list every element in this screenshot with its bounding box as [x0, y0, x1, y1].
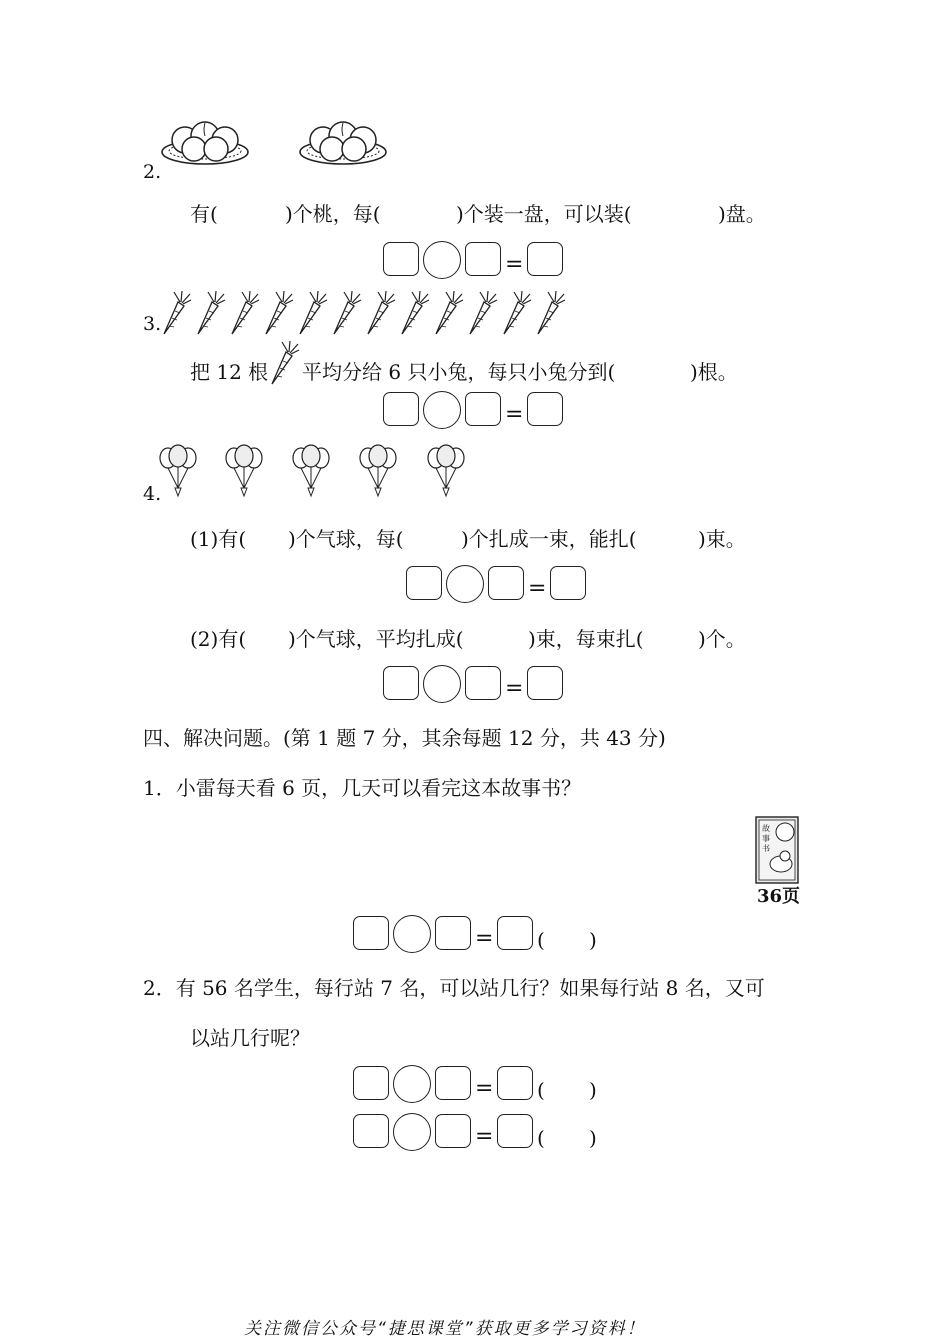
carrot-icon [268, 340, 302, 386]
question-number: 3. [143, 313, 162, 335]
division-equation-blank[interactable]: = [406, 564, 596, 604]
question-number: 2. [143, 161, 162, 183]
problem-1-text: 1．小雷每天看 6 页，几天可以看完这本故事书？ [143, 776, 582, 800]
peach-plate-icon [298, 118, 388, 166]
division-equation-blank[interactable]: = [383, 664, 573, 704]
division-equation-blank[interactable]: = ( ) [353, 1064, 613, 1104]
book-title-char: 事 [762, 834, 770, 843]
peach-plate-icon [160, 118, 250, 166]
q3-text-1: 把 12 根 [190, 360, 269, 384]
unit-paren-close: ) [589, 1126, 597, 1150]
unit-paren-close: ) [589, 1078, 597, 1102]
section-title: 四、解决问题。(第 1 题 7 分，其余每题 12 分，共 43 分) [143, 726, 666, 750]
problem-2-text-cont: 以站几行呢？ [190, 1026, 310, 1050]
q4-sub2-text-3: )束，每束扎( [528, 627, 644, 651]
unit-paren-open: ( [537, 1078, 545, 1102]
q4-sub1-text-3: )个扎成一束，能扎( [461, 527, 637, 551]
q4-sub1-text-4: )束。 [698, 527, 746, 551]
division-equation-blank[interactable]: = ( ) [353, 914, 613, 954]
division-equation-blank[interactable]: = [383, 390, 573, 430]
storybook-icon [755, 816, 799, 884]
q2-text-4: )盘。 [718, 202, 766, 226]
q2-text-3: )个装一盘，可以装( [456, 202, 632, 226]
footer-note: 关注微信公众号“捷思课堂”获取更多学习资料！ [244, 1319, 646, 1339]
q3-text-2: 平均分给 6 只小兔，每只小兔分到( [302, 360, 616, 384]
division-equation-blank[interactable]: = ( ) [353, 1112, 613, 1152]
q4-sub2-text-4: )个。 [698, 627, 746, 651]
balloons-icon [158, 444, 478, 500]
q4-sub1-text-2: )个气球，每( [288, 527, 404, 551]
q4-sub1-text-1: (1)有( [190, 527, 247, 551]
problem-2-text: 2．有 56 名学生，每行站 7 名，可以站几行？如果每行站 8 名，又可 [143, 976, 765, 1000]
division-equation-blank[interactable]: = [383, 240, 573, 280]
q4-sub2-text-2: )个气球，平均扎成( [288, 627, 464, 651]
unit-paren-open: ( [537, 928, 545, 952]
question-number: 4. [143, 483, 162, 505]
q2-text-2: )个桃，每( [285, 202, 381, 226]
q3-text-3: )根。 [690, 360, 738, 384]
unit-paren-open: ( [537, 1126, 545, 1150]
book-title-char: 故 [762, 824, 770, 833]
q2-text-1: 有( [190, 202, 218, 226]
book-pages-label: 36页 [757, 886, 801, 907]
q4-sub2-text-1: (2)有( [190, 627, 247, 651]
unit-paren-close: ) [589, 928, 597, 952]
carrots-icon [160, 290, 570, 336]
book-title-char: 书 [762, 844, 770, 853]
